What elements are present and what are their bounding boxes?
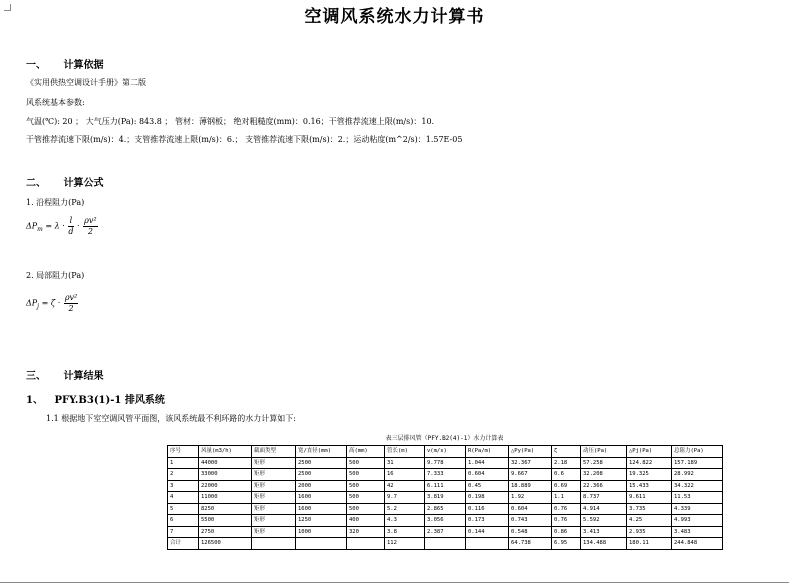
table-row	[168, 503, 723, 515]
table-cell: 11.53	[672, 492, 723, 504]
table-cell: 1600	[296, 503, 347, 515]
table-cell: 22000	[199, 480, 252, 492]
table-cell: 9.667	[509, 469, 552, 481]
table-cell: 0.45	[466, 480, 509, 492]
table-cell: 3.819	[425, 492, 466, 504]
formula-2-lhs: ΔP	[26, 298, 38, 308]
formula-2-frac: $\frac{\text{ρv²}}{2}$	[64, 293, 78, 313]
table-cell: 320	[347, 526, 385, 538]
table-cell: 1.92	[509, 492, 552, 504]
table-cell: 11000	[199, 492, 252, 504]
formula-1-sub: m	[37, 226, 43, 234]
formula-1-frac-2: $\frac{\text{ρv²}}{2}$	[84, 216, 97, 236]
table-cell: 0.743	[509, 515, 552, 527]
table-cell: 134.488	[581, 538, 627, 550]
table-cell: 3.735	[627, 503, 672, 515]
table-cell: 0.76	[552, 515, 581, 527]
table-cell: 矩形	[252, 515, 296, 527]
section-2-number: 二、	[26, 178, 46, 189]
table-cell: 序号	[168, 446, 199, 458]
table-cell	[296, 538, 347, 550]
table-cell: 34.322	[672, 480, 723, 492]
table-cell: 4.993	[672, 515, 723, 527]
table-cell: 5500	[199, 515, 252, 527]
table-cell: 5.2	[385, 503, 425, 515]
table-cell	[466, 538, 509, 550]
table-cell: 9.778	[425, 457, 466, 469]
formula-2	[26, 293, 79, 314]
table-cell: 124.822	[627, 457, 672, 469]
table-cell: 7.333	[425, 469, 466, 481]
formula-1-lhs: ΔP	[26, 221, 38, 231]
table-cell: 截面类型	[252, 446, 296, 458]
table-cell: 3.413	[581, 526, 627, 538]
table-cell: 18.889	[509, 480, 552, 492]
table-cell: 500	[347, 503, 385, 515]
table-cell: 风量(m3/h)	[199, 446, 252, 458]
table-caption: 表三层排风管（PFY.B2(4)-1）水力计算表	[385, 435, 504, 442]
table-cell: 9.611	[627, 492, 672, 504]
table-cell: 0.173	[466, 515, 509, 527]
table-cell: 22.366	[581, 480, 627, 492]
formula-1: $\Delta P_m = \lambda$ · $\frac{l}{d}$ · $\frac{\text{ρv²}}{2}$	[26, 216, 97, 236]
table-cell: 0.76	[552, 503, 581, 515]
page-bottom-edge	[0, 582, 789, 583]
table-cell: 244.848	[672, 538, 723, 550]
table-cell	[252, 538, 296, 550]
subsection-1-heading	[26, 391, 165, 406]
subsection-1-number: 1、	[26, 395, 43, 406]
table-cell: 500	[347, 457, 385, 469]
table-cell: 33000	[199, 469, 252, 481]
table-cell: 0.86	[552, 526, 581, 538]
table-cell: 4	[168, 492, 199, 504]
table-row	[168, 480, 723, 492]
table-cell: 动压(Pa)	[581, 446, 627, 458]
table-cell: 112	[385, 538, 425, 550]
params-line-1: 气温(℃): 20 ； 大气压力(Pa): 843.8 ； 管材：薄钢板； 绝对粗糙度(mm)：0.16；干管推荐流速上限(m/s)：10.	[26, 117, 435, 126]
table-cell: 1	[168, 457, 199, 469]
table-cell: 28.992	[672, 469, 723, 481]
table-cell: 2.387	[425, 526, 466, 538]
table-cell: 0.604	[466, 469, 509, 481]
table-cell: 32.208	[581, 469, 627, 481]
reference-text: 《实用供热空调设计手册》第二版	[26, 78, 146, 87]
table-cell: 57.258	[581, 457, 627, 469]
table-cell: △Pj(Pa)	[627, 446, 672, 458]
table-cell: 2750	[199, 526, 252, 538]
table-cell: 180.11	[627, 538, 672, 550]
table-cell: 2.935	[627, 526, 672, 538]
table-cell: 1600	[296, 492, 347, 504]
table-cell: 6.95	[552, 538, 581, 550]
table-row	[168, 492, 723, 504]
table-cell: 总阻力(Pa)	[672, 446, 723, 458]
table-cell: △Py(Pa)	[509, 446, 552, 458]
subsection-1-title: PFY.B3(1)-1 排风系统	[54, 395, 165, 406]
table-cell: 500	[347, 469, 385, 481]
table-cell: 31	[385, 457, 425, 469]
table-cell: 2500	[296, 469, 347, 481]
table-cell: 8.737	[581, 492, 627, 504]
table-cell: 1.1	[552, 492, 581, 504]
section-2-heading	[26, 174, 103, 189]
table-cell: 2.865	[425, 503, 466, 515]
table-cell: 2.18	[552, 457, 581, 469]
table-cell: 16	[385, 469, 425, 481]
table-cell: 矩形	[252, 503, 296, 515]
section-3-number: 三、	[26, 371, 46, 382]
section-3-title: 计算结果	[63, 371, 104, 382]
table-cell: 矩形	[252, 469, 296, 481]
table-cell: 2000	[296, 480, 347, 492]
table-cell: 0.69	[552, 480, 581, 492]
table-cell: 8250	[199, 503, 252, 515]
table-row	[168, 469, 723, 481]
table-cell: 64.738	[509, 538, 552, 550]
formula-2-label: 2. 局部阻力(Pa)	[26, 271, 85, 280]
table-cell	[425, 538, 466, 550]
table-cell: v(m/s)	[425, 446, 466, 458]
table-cell: 高(mm)	[347, 446, 385, 458]
formula-1-eq: = λ ·	[45, 221, 65, 231]
table-cell: 15.433	[627, 480, 672, 492]
table-row	[168, 457, 723, 469]
intro-text: 1.1 根据地下室空调风管平面图，该风系统最不利环路的水力计算如下:	[46, 414, 296, 423]
table-cell: 6	[168, 515, 199, 527]
table-cell: 126500	[199, 538, 252, 550]
formula-1-label: 1. 沿程阻力(Pa)	[26, 198, 85, 207]
section-3-heading	[26, 367, 103, 382]
table-header-row	[168, 446, 723, 458]
table-cell: 9.7	[385, 492, 425, 504]
params-line-2: 干管推荐流速下限(m/s)：4.；支管推荐流速上限(m/s)：6.； 支管推荐流速下限(m/s)：2.；运动粘度(m^2/s)：1.57E-05	[26, 135, 463, 144]
table-cell: 500	[347, 492, 385, 504]
table-cell: 32.367	[509, 457, 552, 469]
formula-2-eq: = ζ ·	[41, 298, 61, 308]
formula-1-frac-1: $\frac{l}{d}$	[68, 216, 74, 236]
table-cell: ζ	[552, 446, 581, 458]
params-label: 风系统基本参数:	[26, 98, 85, 107]
table-cell: 4.3	[385, 515, 425, 527]
table-cell: 0.144	[466, 526, 509, 538]
section-1-number: 一、	[26, 60, 46, 71]
table-cell: 0.198	[466, 492, 509, 504]
table-cell: 3.8	[385, 526, 425, 538]
table-row	[168, 526, 723, 538]
document-title: 空调风系统水力计算书	[304, 7, 485, 27]
table-cell	[347, 538, 385, 550]
table-cell: 500	[347, 480, 385, 492]
table-cell: 7	[168, 526, 199, 538]
hydraulic-calc-table	[167, 445, 723, 550]
table-cell: 3.483	[672, 526, 723, 538]
table-cell: R(Pa/m)	[466, 446, 509, 458]
table-cell: 0.6	[552, 469, 581, 481]
section-1-heading	[26, 56, 103, 71]
table-cell: 矩形	[252, 492, 296, 504]
table-cell: 4.914	[581, 503, 627, 515]
table-cell: 矩形	[252, 480, 296, 492]
table-cell: 4.25	[627, 515, 672, 527]
table-cell: 6.111	[425, 480, 466, 492]
table-cell: 合计	[168, 538, 199, 550]
table-cell: 矩形	[252, 457, 296, 469]
table-cell: 2	[168, 469, 199, 481]
table-cell: 0.548	[509, 526, 552, 538]
section-2-title: 计算公式	[63, 178, 104, 189]
table-cell: 管长(m)	[385, 446, 425, 458]
formula-2-sub: j	[37, 303, 40, 311]
table-cell: 矩形	[252, 526, 296, 538]
table-cell: 5.592	[581, 515, 627, 527]
table-cell: 5	[168, 503, 199, 515]
table-cell: 0.116	[466, 503, 509, 515]
table-cell: 400	[347, 515, 385, 527]
table-row	[168, 515, 723, 527]
table-cell: 3	[168, 480, 199, 492]
table-cell: 42	[385, 480, 425, 492]
table-cell: 宽/直径(mm)	[296, 446, 347, 458]
table-cell: 1000	[296, 526, 347, 538]
table-cell: 19.325	[627, 469, 672, 481]
table-cell: 1250	[296, 515, 347, 527]
table-cell: 0.604	[509, 503, 552, 515]
table-cell: 1.044	[466, 457, 509, 469]
table-cell: 3.056	[425, 515, 466, 527]
table-cell: 44000	[199, 457, 252, 469]
table-total-row	[168, 538, 723, 550]
table-cell: 4.339	[672, 503, 723, 515]
table-cell: 2500	[296, 457, 347, 469]
table-cell: 157.189	[672, 457, 723, 469]
section-1-title: 计算依据	[63, 60, 104, 71]
